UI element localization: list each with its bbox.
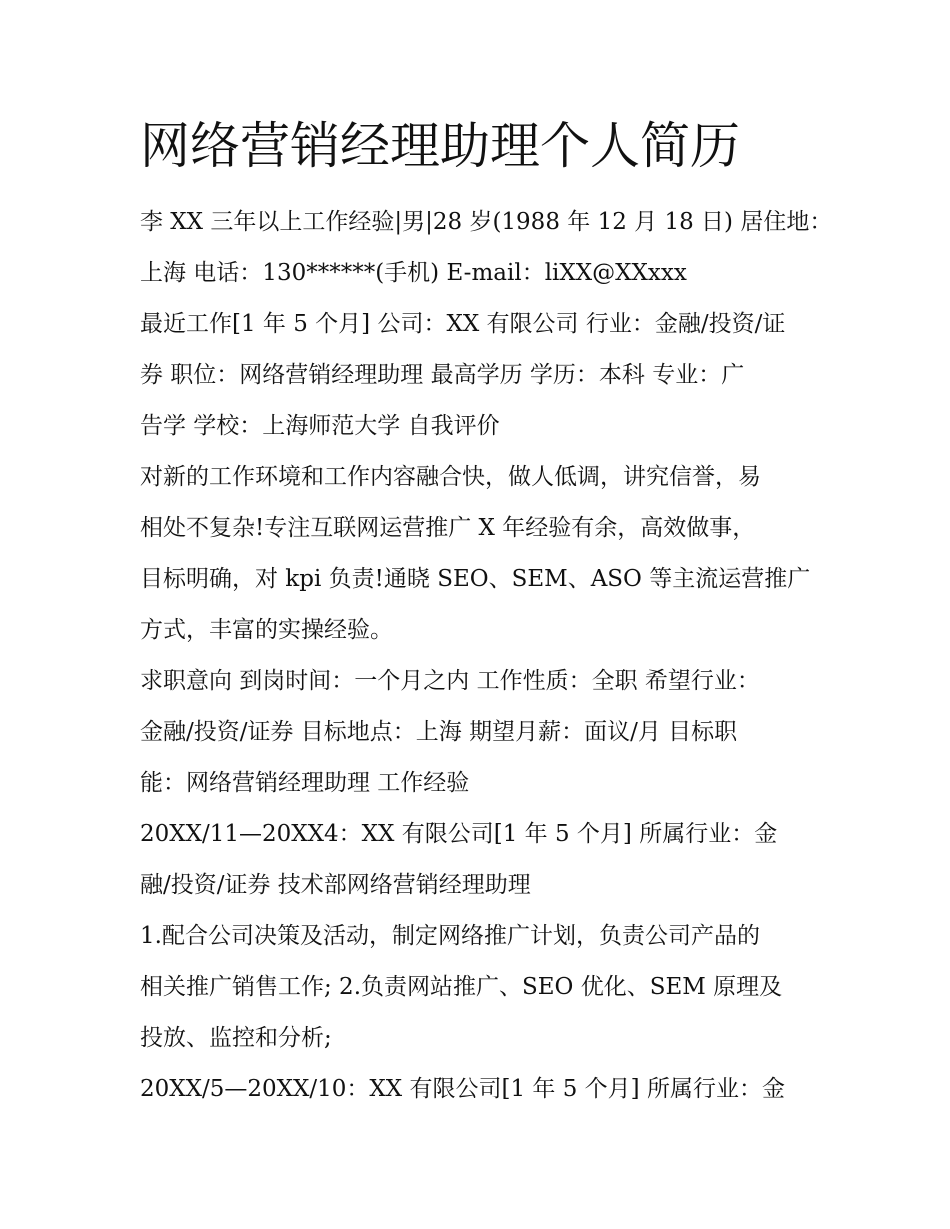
- body-line: 金融/投资/证券 目标地点：上海 期望月薪：面议/月 目标职: [140, 719, 738, 745]
- body-line: 1.配合公司决策及活动，制定网络推广计划，负责公司产品的: [140, 923, 760, 949]
- body-line: 融/投资/证券 技术部网络营销经理助理: [140, 872, 531, 898]
- document-body: [140, 197, 833, 1115]
- body-line: 方式，丰富的实操经验。: [140, 617, 393, 643]
- body-line: 李 XX 三年以上工作经验|男|28 岁(1988 年 12 月 18 日) 居住地：: [140, 209, 833, 235]
- body-line: 上海 电话：130******(手机) E-mail：liXX@XXxxx: [140, 260, 687, 286]
- body-line: 能：网络营销经理助理 工作经验: [140, 770, 470, 796]
- body-line: 目标明确，对 kpi 负责!通晓 SEO、SEM、ASO 等主流运营推广: [140, 566, 811, 592]
- body-line: 最近工作[1 年 5 个月] 公司：XX 有限公司 行业：金融/投资/证: [140, 311, 786, 337]
- document-title: 网络营销经理助理个人简历: [140, 117, 740, 175]
- body-line: 相关推广销售工作; 2.负责网站推广、SEO 优化、SEM 原理及: [140, 974, 783, 1000]
- body-line: 告学 学校：上海师范大学 自我评价: [140, 413, 500, 439]
- body-line: 20XX/5—20XX/10：XX 有限公司[1 年 5 个月] 所属行业：金: [140, 1076, 785, 1102]
- body-line: 20XX/11—20XX4：XX 有限公司[1 年 5 个月] 所属行业：金: [140, 821, 778, 847]
- body-line: 投放、监控和分析;: [140, 1025, 332, 1051]
- body-line: 求职意向 到岗时间：一个月之内 工作性质：全职 希望行业：: [140, 668, 760, 694]
- body-line: 相处不复杂!专注互联网运营推广 X 年经验有余，高效做事，: [140, 515, 756, 541]
- body-line: 对新的工作环境和工作内容融合快，做人低调，讲究信誉，易: [140, 464, 761, 490]
- body-line: 券 职位：网络营销经理助理 最高学历 学历：本科 专业：广: [140, 362, 745, 388]
